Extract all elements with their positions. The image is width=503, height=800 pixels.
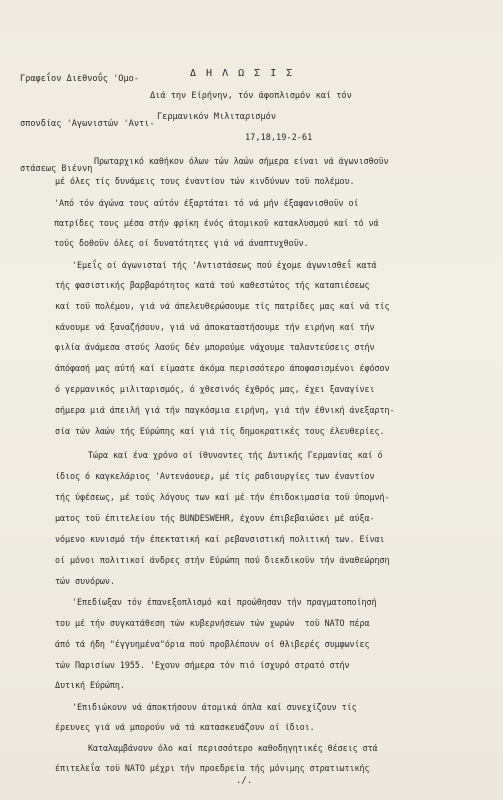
subtitle-line: Γερμανικόν Μιλιταρισμόν [157,112,276,122]
subtitle-line: Διά την Είρήνην, τόν άφοπλισμόν καί τόν [150,91,352,101]
text-line: έρευνες γιά νά μπορούν νά τά κατασκευάζουν οί ίδιοι. [55,722,315,732]
text-line: άπό τά ήδη "έγγυημένα"όρια πού προβλέπουν οί θλιβερές συμφωνίες [55,639,370,649]
text-line: καί τοϋ πολέμου, γιά νά άπελευθερώσουμε τίς πατρίδες μας καί νά τίς [55,301,390,311]
text-line: τούς δοθοϋν όλες οί δυνατότητες γιά νά άναπτυχθοϋν. [54,238,309,248]
text-line: 'Επεδίωξαν τόν έπανεξοπλισμό καί προώθησαν τήν πραγματοποίησή [72,597,377,607]
text-line: σήμερα μιά άπειλή γιά τήν παγκόσμια ειρήνη, γιά τήν έθνική άνεξαρτη- [55,405,395,415]
text-line: 'Εμεΐς οί άγωνισταί τής 'Αντιστάσεως πού έχομε άγωνισθεΐ κατά [72,260,377,270]
text-line: πατρίδες τους μέσα στήν φρίκη ένός άτομικοϋ κατακλυσμού καί τό νά [54,218,379,228]
text-line: τής ύφέσεως, μέ τούς λόγους των καί μέ τήν έπιδοκιμασία τοϋ ύπομνή- [55,492,390,502]
text-line: κάνουμε νά ξαναζήσουν, γιά νά άποκαταστήσουμε τήν ειρήνη καί τήν [55,322,375,332]
text-line: τών Παρισίων 1955. 'Εχουν σήμερα τόν πιό ίσχυρό στρατό στήν [55,660,350,670]
sender-line: σπονδίας 'Αγωνιστών 'Αντι- [20,119,155,129]
text-line: Πρωταρχικό καθήκον όλων τών λαών σήμερα είναι νά άγωνισθοϋν [94,156,389,166]
text-line: σία τών λαών τής Εύρώπης καί γιά τίς δημοκρατικές τους έλευθερίες. [55,426,385,436]
text-line: Τώρα καί ένα χρόνο οί ίθυνοντες τής Δυτικής Γερμανίας καί ό [88,450,383,460]
text-line: τών συνόρων. [55,576,115,586]
text-line: άπόφασή μας αύτή καί είμαστε άκόμα περισσότερο άποφασισμένοι έφόσον [55,363,390,373]
text-line: ίδιος ό καγκελάριος 'Αντενάουερ, μέ τίς ραδιουργίες των έναντίον [55,471,375,481]
text-line: φιλία άνάμεσα στούς λαούς δέν μπορούμε νάχουμε ταλαντεύσεις στήν [55,342,375,352]
document-date: 17,18,19-2-61 [245,133,313,143]
text-line: ματος τοϋ έπιτελείου τής BUNDESWEHR, έχουν έπιβεβαιώσει μέ αύξα- [55,513,375,523]
text-line: μέ όλες τίς δυνάμεις τους έναντίον τών κινδύνων τοϋ πολέμου. [55,176,355,186]
text-line: Δυτική Εύρώπη. [55,680,125,690]
text-line: οί μόνοι πολιτικοί άνδρες στήν Εύρώπη πού διεκδικοϋν τήν άναθεώρηση [55,555,390,565]
sender-line: Γραφεΐον Διεθνοΰς 'Ομο- [20,74,139,84]
text-line: 'Από τόν άγώνα τους αύτόν έξαρτάται τό νά μήν έξαφανισθοϋν οί [54,198,359,208]
text-line: νόμενο κυνισμό τήν έπεκτατική καί ρεβανσιστική πολιτική των. Είναι [55,534,385,544]
sender-line: στάσεως Βιέννη [20,164,93,174]
text-line: Καταλαμβάνουν όλο καί περισσότερο καθοδηγητικές θέσεις στά [88,743,378,753]
continuation-mark: ./. [236,776,253,786]
text-line: έπιτελεΐα τοϋ ΝΑΤΟ μέχρι τήν προεδρεία τής μόνιμης στρατιωτικής [55,763,370,773]
text-line: ό γερμανικός μιλιταρισμός, ό χθεσινός έχθρός μας, έχει ξαναγίνει [55,384,375,394]
text-line: 'Επιδιώκουν νά άποκτήσουν άτομικά όπλα καί συνεχίζουν τίς [72,702,357,712]
text-line: του μέ τήν συγκατάθεση τών κυβερνήσεων τών χωρών τοϋ ΝΑΤΟ πέρα [55,618,370,628]
document-title: Δ Η Λ Ω Σ Ι Σ [190,68,295,79]
text-line: τής φασιστικής βαρβαρότητος κατά τού καθεστώτος τής καταπιέσεως [55,280,370,290]
